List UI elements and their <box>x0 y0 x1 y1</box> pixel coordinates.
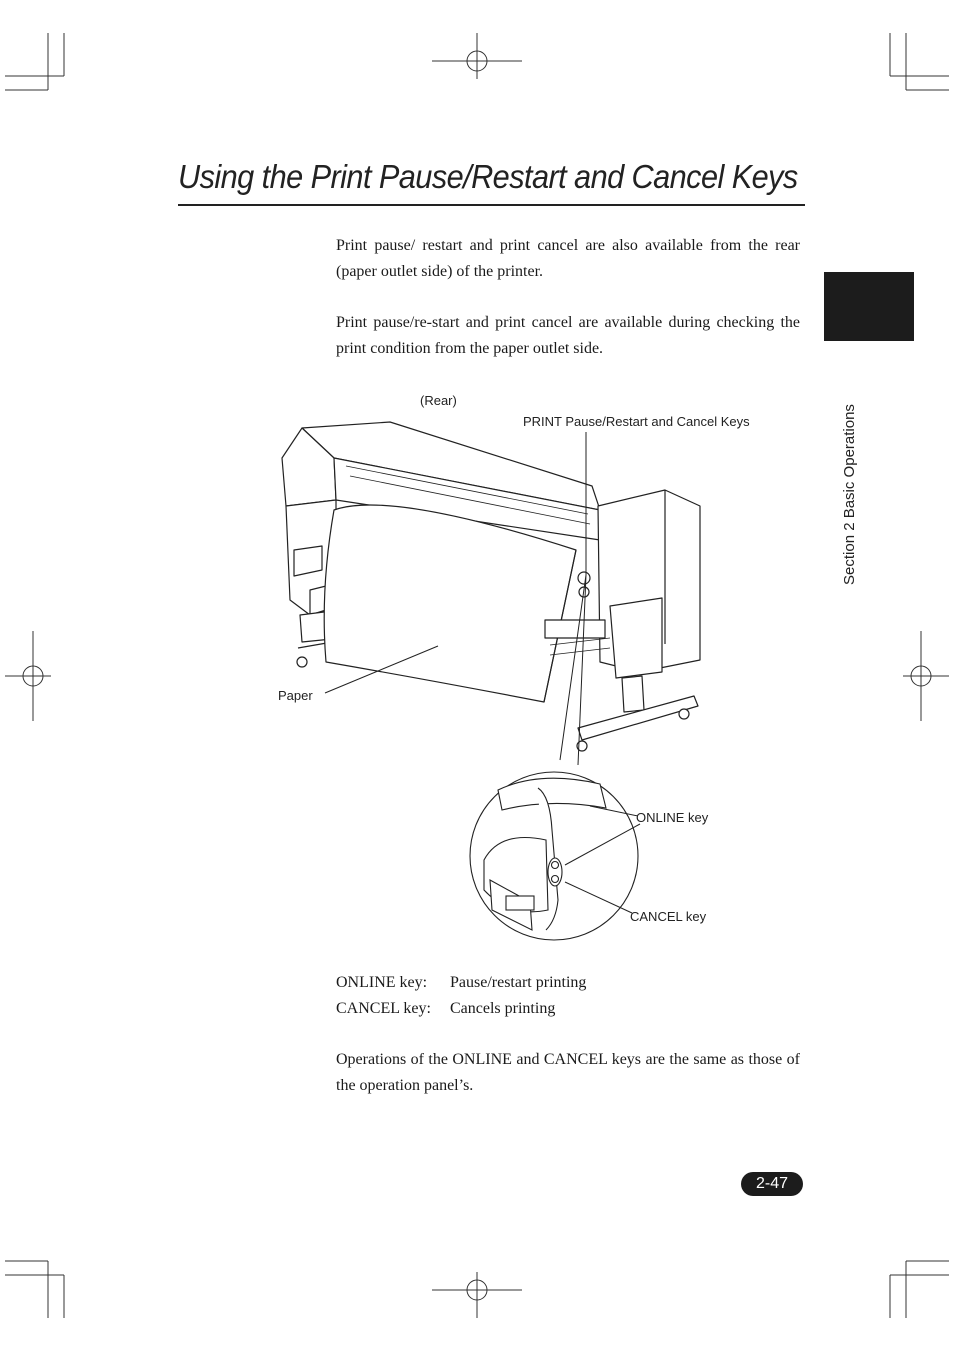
printer-rear-illustration <box>270 410 730 950</box>
paper-callout-label: Paper <box>278 688 313 703</box>
page-title: Using the Print Pause/Restart and Cancel Keys <box>178 158 798 195</box>
page-number-badge: 2-47 <box>741 1172 803 1196</box>
keys-callout-label: PRINT Pause/Restart and Cancel Keys <box>523 414 750 429</box>
online-key-term: ONLINE key: <box>336 974 428 991</box>
intro-paragraph-2: Print pause/re-start and print cancel are available during checking the print condition from the paper outlet side. <box>336 314 800 357</box>
online-key-desc: Pause/restart printing <box>450 974 587 991</box>
title-rule <box>178 204 805 206</box>
rear-view-label: (Rear) <box>420 393 457 408</box>
cancel-key-callout-label: CANCEL key <box>630 909 707 924</box>
online-key-callout-label: ONLINE key <box>636 810 709 825</box>
cancel-key-row <box>336 1000 555 1018</box>
cancel-key-term: CANCEL key: <box>336 1000 431 1017</box>
cancel-key-desc: Cancels printing <box>450 1000 556 1017</box>
intro-paragraph-1: Print pause/ restart and print cancel are also available from the rear (paper outlet side) of the printer. <box>336 237 800 280</box>
section-tab-block <box>824 272 914 341</box>
online-key-row <box>336 974 586 992</box>
closing-paragraph: Operations of the ONLINE and CANCEL keys are the same as those of the operation panel’s. <box>336 1051 800 1094</box>
section-tab-label: Section 2 Basic Operations <box>841 404 858 585</box>
